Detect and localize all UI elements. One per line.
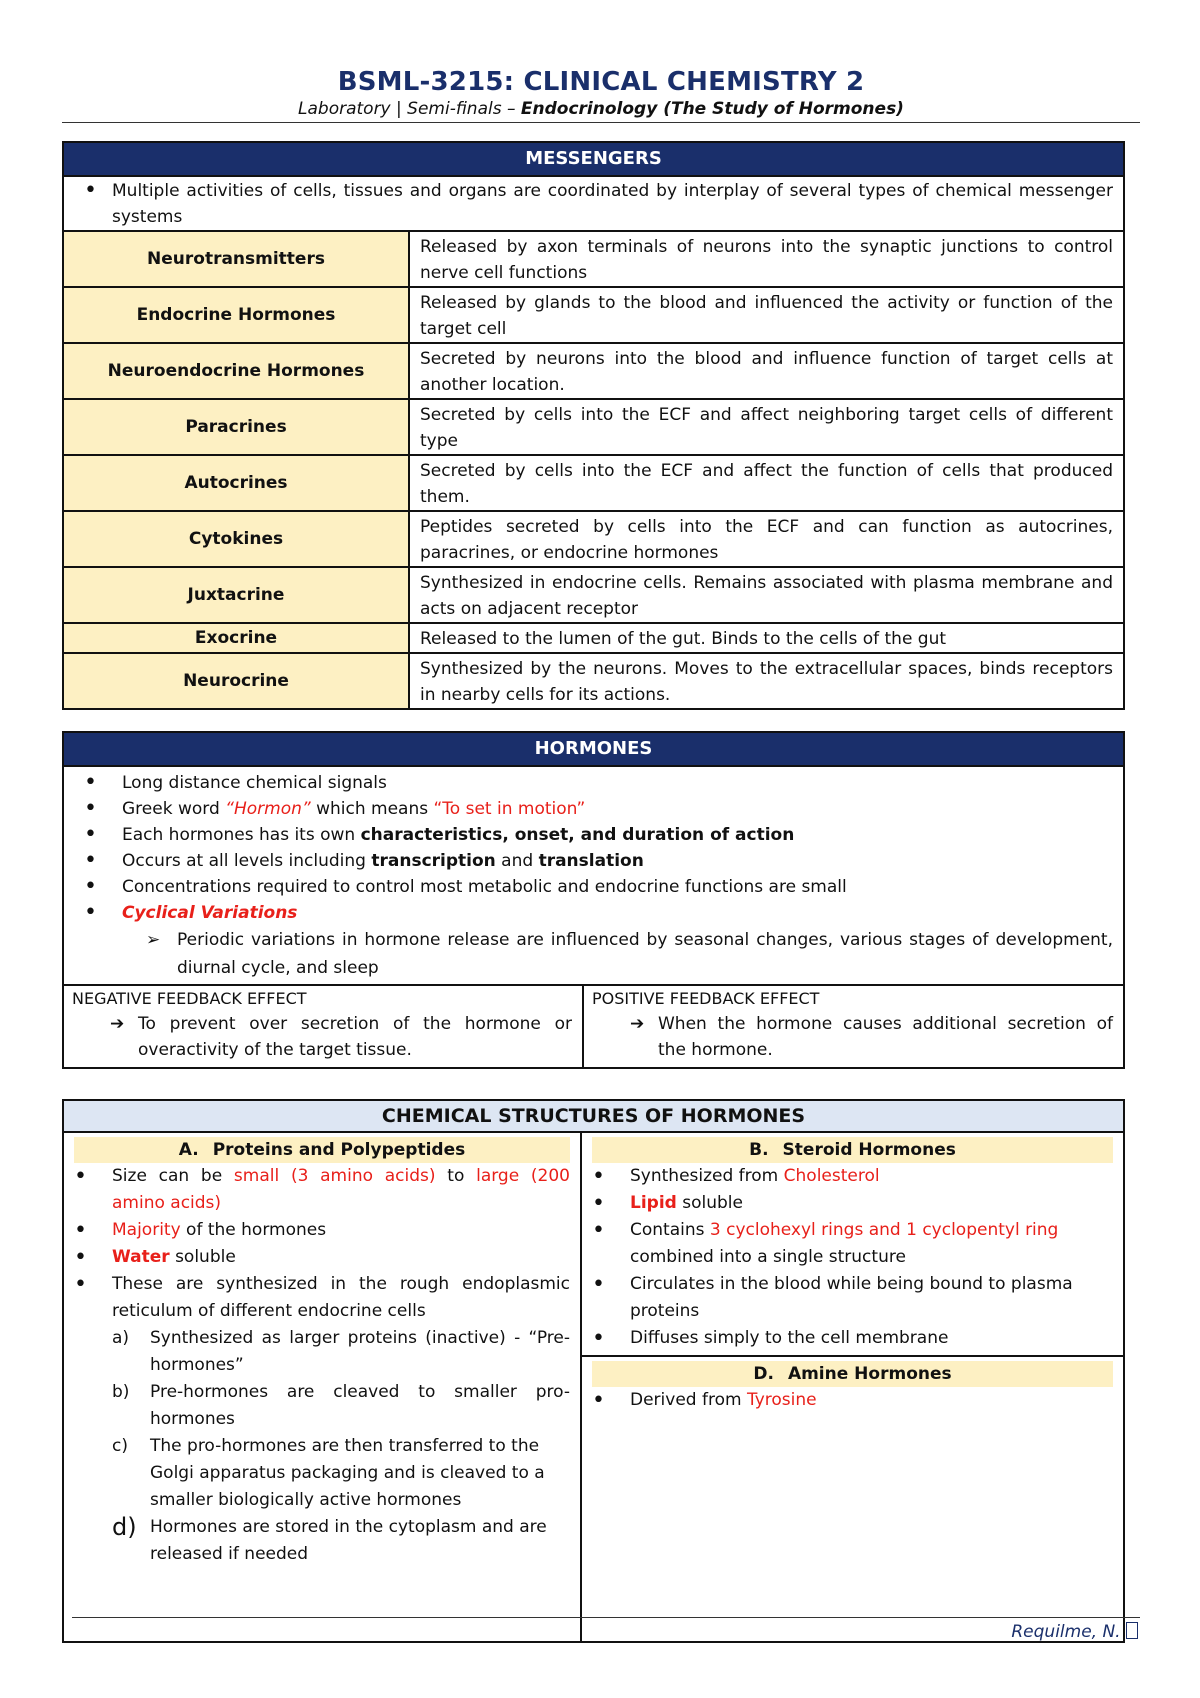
arrow-right-icon: ➔ [110,1014,125,1034]
messengers-intro: • Multiple activities of cells, tissues and organs are coordinated by interplay of several types of chemical messenger systems [74,178,1113,230]
rings-prefix: Contains [630,1220,710,1240]
box-icon [1126,1622,1138,1639]
positive-feedback-detail [584,1011,1123,1067]
hormones-bullet-concentrations: • Concentrations required to control most metabolic and endocrine functions are small [74,874,1113,900]
footer-author [1011,1622,1138,1642]
greek-meaning: “To set in motion” [433,799,586,819]
term-autocrines: Autocrines [63,455,409,511]
hormones-bullet-signals: • Long distance chemical signals [74,770,1113,796]
step-mark: d) [112,1513,137,1541]
water-word: Water [112,1247,170,1267]
proteins-letter: A. [178,1140,199,1160]
messengers-intro-cell [63,176,1124,231]
def-juxtacrine: Synthesized in endocrine cells. Remains associated with plasma membrane and acts on adjacent receptor [409,567,1124,623]
positive-feedback-text: When the hormone causes additional secretion of the hormone. [658,1014,1113,1060]
amine-prefix: Derived from [630,1390,747,1410]
hormones-bullet-characteristics [74,822,1113,848]
subtitle-topic: Endocrinology (The Study of Hormones) [520,99,904,119]
amine-tyrosine: Tyrosine [746,1390,817,1410]
negative-feedback-cell [63,985,583,1068]
steroids-solubility [592,1190,1113,1217]
steroids-circulation: • Circulates in the blood while being bound to plasma proteins [592,1271,1113,1325]
hormones-table [62,731,1125,1069]
term-endocrine-hormones: Endocrine Hormones [63,287,409,343]
term-neuroendocrine-hormones: Neuroendocrine Hormones [63,343,409,399]
lipid-word: Lipid [630,1193,677,1213]
steroids-title: Steroid Hormones [782,1140,956,1160]
greek-mid: which means [310,799,434,819]
step-text: Hormones are stored in the cytoplasm and are released if needed [150,1517,547,1564]
hormones-bullet-greek [74,796,1113,822]
amines-origin [592,1387,1113,1414]
rings-suffix: combined into a single structure [630,1247,906,1267]
positive-feedback-cell [583,985,1124,1068]
step-a [112,1325,570,1379]
levels-prefix: Occurs at all levels including [122,851,372,871]
proteins-synthesis: • These are synthesized in the rough endoplasmic reticulum of different endocrine cells [74,1271,570,1325]
def-paracrines: Secreted by cells into the ECF and affect neighboring target cells of different type [409,399,1124,455]
steroids-cell [581,1132,1124,1356]
levels-translation: translation [538,851,644,871]
steroids-origin [592,1163,1113,1190]
document-title: BSML-3215: CLINICAL CHEMISTRY 2 [337,67,865,97]
step-text: Synthesized as larger proteins (inactive) - “Pre-hormones” [150,1328,570,1375]
cyclical-detail [74,926,1113,982]
def-exocrine: Released to the lumen of the gut. Binds to the cells of the gut [409,623,1124,653]
term-juxtacrine: Juxtacrine [63,567,409,623]
term-paracrines: Paracrines [63,399,409,455]
hormones-heading: HORMONES [63,732,1124,766]
steroids-diffusion: • Diffuses simply to the cell membrane [592,1325,1113,1352]
footer-rule [72,1617,1140,1618]
negative-feedback-detail [64,1011,582,1067]
cyclical-label: Cyclical Variations [122,903,298,923]
char-emphasis: characteristics, onset, and duration of action [360,825,795,845]
lipid-rest: soluble [676,1193,743,1213]
majority-rest: of the hormones [180,1220,327,1240]
step-d [112,1514,570,1568]
greek-word: “Hormon” [225,799,311,819]
def-autocrines: Secreted by cells into the ECF and affect the function of cells that produced them. [409,455,1124,511]
document-header [62,66,1140,120]
term-exocrine: Exocrine [63,623,409,653]
term-cytokines: Cytokines [63,511,409,567]
step-mark: c) [112,1436,128,1456]
rings-detail: 3 cyclohexyl rings and 1 cyclopentyl ring [709,1220,1059,1240]
step-text: The pro-hormones are then transferred to the Golgi apparatus packaging and is cleaved to a smaller biologically active hormones [150,1436,545,1510]
proteins-majority [74,1217,570,1244]
proteins-heading [74,1137,570,1163]
size-large: large (200 amino acids) [112,1166,570,1213]
steroids-letter: B. [749,1140,769,1160]
hormones-body [63,766,1124,985]
def-neurocrine: Synthesized by the neurons. Moves to the extracellular spaces, binds receptors in nearby cells for its actions. [409,653,1124,709]
size-small-detail: (3 amino acids) [290,1166,436,1186]
messengers-heading: MESSENGERS [63,142,1124,176]
messengers-table [62,141,1125,710]
step-b [112,1379,570,1433]
steroids-rings [592,1217,1113,1271]
positive-feedback-heading: POSITIVE FEEDBACK EFFECT [592,989,820,1008]
levels-and: and [495,851,539,871]
greek-prefix: Greek word [122,799,226,819]
author-name: Requilme, N. [1011,1622,1126,1642]
negative-feedback-heading: NEGATIVE FEEDBACK EFFECT [72,989,307,1008]
amines-heading [592,1361,1113,1387]
step-mark: b) [112,1382,130,1402]
subtitle-plain: Laboratory | Semi-finals – [298,99,521,119]
proteins-solubility [74,1244,570,1271]
arrowhead-icon: ➢ [146,930,161,950]
proteins-size [74,1163,570,1217]
origin-prefix: Synthesized from [630,1166,784,1186]
solubility-rest: soluble [169,1247,236,1267]
size-space [279,1166,291,1186]
hormones-bullet-levels [74,848,1113,874]
char-prefix: Each hormones has its own [122,825,361,845]
step-c [112,1433,570,1514]
arrow-right-icon: ➔ [630,1014,645,1034]
term-neurocrine: Neurocrine [63,653,409,709]
proteins-title: Proteins and Polypeptides [212,1140,466,1160]
size-small: small [233,1166,280,1186]
chemical-heading: CHEMICAL STRUCTURES OF HORMONES [63,1100,1124,1132]
majority-word: Majority [112,1220,181,1240]
levels-transcription: transcription [371,851,496,871]
proteins-cell [63,1132,581,1642]
header-rule [62,122,1140,123]
def-neuroendocrine-hormones: Secreted by neurons into the blood and influence function of target cells at another location. [409,343,1124,399]
origin-cholesterol: Cholesterol [783,1166,880,1186]
def-cytokines: Peptides secreted by cells into the ECF and can function as autocrines, paracrines, or endocrine hormones [409,511,1124,567]
cyclical-text: Periodic variations in hormone release are influenced by seasonal changes, various stages of development, diurnal cycle, and sleep [177,930,1113,978]
steroids-heading [592,1137,1113,1163]
hormones-bullet-cyclical [74,900,1113,926]
term-neurotransmitters: Neurotransmitters [63,231,409,287]
size-prefix: Size can be [112,1166,234,1186]
step-text: Pre-hormones are cleaved to smaller pro-hormones [150,1382,570,1429]
amines-title: Amine Hormones [787,1364,952,1384]
document-subtitle [62,98,1140,120]
amines-letter: D. [753,1364,774,1384]
amines-cell [581,1356,1124,1642]
chemical-structures-table [62,1099,1125,1643]
def-endocrine-hormones: Released by glands to the blood and influenced the activity or function of the target cell [409,287,1124,343]
negative-feedback-text: To prevent over secretion of the hormone or overactivity of the target tissue. [138,1014,572,1060]
def-neurotransmitters: Released by axon terminals of neurons into the synaptic junctions to control nerve cell functions [409,231,1124,287]
size-to: to [435,1166,477,1186]
step-mark: a) [112,1328,130,1348]
